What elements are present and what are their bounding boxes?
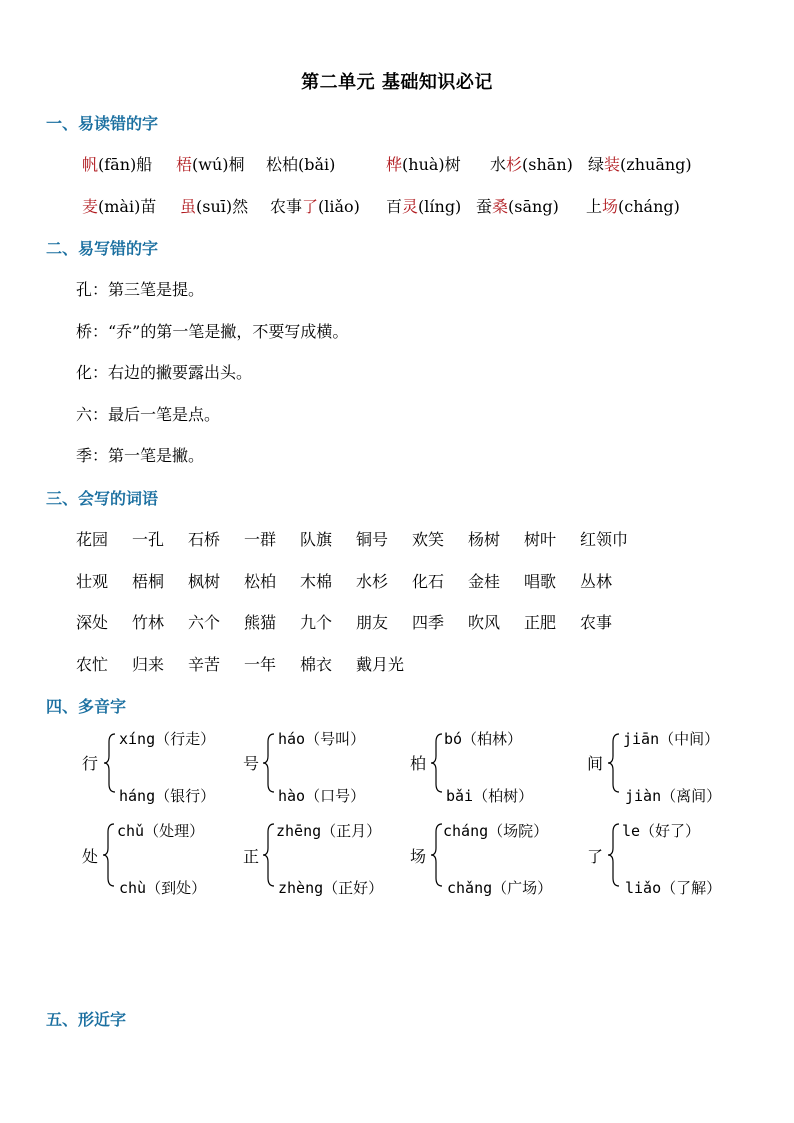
polyphone-char: 了 <box>587 847 604 866</box>
section-heading-2: 二、易写错的字 <box>46 239 159 258</box>
word-item: 松柏(bǎi) <box>266 155 336 174</box>
word: 归来 <box>132 655 165 674</box>
word: 一孔 <box>132 530 165 549</box>
polyphone-reading-bottom: chù（到处） <box>119 879 207 897</box>
polyphone-char: 正 <box>243 847 260 866</box>
word: 丛林 <box>580 572 613 591</box>
polyphone-reading-bottom: liǎo（了解） <box>625 879 722 897</box>
brace-icon <box>103 732 117 794</box>
polyphone-reading-top: chǔ（处理） <box>117 822 205 840</box>
word: 四季 <box>412 613 445 632</box>
brace-icon <box>262 822 276 888</box>
section-heading-1: 一、易读错的字 <box>46 114 159 133</box>
polyphone-reading-bottom: háng（银行） <box>119 787 216 805</box>
word: 壮观 <box>76 572 109 591</box>
word: 金桂 <box>468 572 501 591</box>
word: 杨树 <box>468 530 501 549</box>
word-row <box>76 652 412 675</box>
brace-icon <box>607 822 621 888</box>
word: 吹风 <box>468 613 501 632</box>
word-item: 帆(fān)船 <box>82 155 153 174</box>
word: 唱歌 <box>524 572 557 591</box>
stroke-note: 六：最后一笔是点。 <box>76 405 221 424</box>
polyphone-char: 行 <box>82 754 99 773</box>
polyphone-char: 间 <box>587 754 604 773</box>
brace-icon <box>607 732 621 794</box>
polyphone-reading-top: háo（号叫） <box>278 730 366 748</box>
word: 农事 <box>580 613 613 632</box>
polyphone-reading-top: bó（柏林） <box>444 730 523 748</box>
word: 花园 <box>76 530 109 549</box>
word-item: 绿装(zhuāng) <box>588 155 692 174</box>
word: 树叶 <box>524 530 557 549</box>
word: 棉衣 <box>300 655 333 674</box>
stroke-note: 季：第一笔是撇。 <box>76 446 205 465</box>
word: 朋友 <box>356 613 389 632</box>
word: 熊猫 <box>244 613 277 632</box>
word: 水杉 <box>356 572 389 591</box>
section-heading-5: 五、形近字 <box>46 1010 127 1029</box>
word-item: 农事了(liǎo) <box>270 197 360 216</box>
polyphone-reading-bottom: chǎng（广场） <box>447 879 553 897</box>
brace-icon <box>430 822 444 888</box>
word-row <box>76 610 636 633</box>
polyphone-char: 柏 <box>410 754 427 773</box>
polyphone-char: 号 <box>243 754 260 773</box>
brace-icon <box>430 732 444 794</box>
word: 铜号 <box>356 530 389 549</box>
polyphone-reading-bottom: jiàn（离间） <box>625 787 722 805</box>
polyphone-reading-top: cháng（场院） <box>443 822 549 840</box>
word: 深处 <box>76 613 109 632</box>
word: 队旗 <box>300 530 333 549</box>
polyphone-char: 处 <box>82 847 99 866</box>
page-title: 第二单元 基础知识必记 <box>301 72 493 93</box>
word: 农忙 <box>76 655 109 674</box>
word: 六个 <box>188 613 221 632</box>
word: 竹林 <box>132 613 165 632</box>
polyphone-reading-bottom: hào（口号） <box>278 787 366 805</box>
polyphone-reading-top: xíng（行走） <box>119 730 216 748</box>
word: 枫树 <box>188 572 221 591</box>
word-item: 桦(huà)树 <box>386 155 461 174</box>
polyphone-reading-top: le（好了） <box>622 822 701 840</box>
word-item: 虽(suī)然 <box>180 197 249 216</box>
word-row <box>76 527 636 550</box>
word-item: 梧(wú)桐 <box>176 155 245 174</box>
word-item: 上场(cháng) <box>586 197 680 216</box>
word: 化石 <box>412 572 445 591</box>
word-row <box>76 569 636 592</box>
word: 木棉 <box>300 572 333 591</box>
stroke-note: 桥：“乔”的第一笔是撇，不要写成横。 <box>76 322 349 341</box>
word: 梧桐 <box>132 572 165 591</box>
word: 石桥 <box>188 530 221 549</box>
polyphone-reading-top: jiān（中间） <box>623 730 720 748</box>
word: 欢笑 <box>412 530 445 549</box>
word: 九个 <box>300 613 333 632</box>
brace-icon <box>102 822 116 888</box>
word: 红领巾 <box>580 530 629 549</box>
section-heading-4: 四、多音字 <box>46 697 127 716</box>
stroke-note: 化：右边的撇要露出头。 <box>76 363 253 382</box>
polyphone-reading-bottom: bǎi（柏树） <box>446 787 534 805</box>
stroke-note: 孔：第三笔是提。 <box>76 280 205 299</box>
word-item: 水杉(shān) <box>490 155 573 174</box>
word: 辛苦 <box>188 655 221 674</box>
word-item: 百灵(líng) <box>386 197 462 216</box>
word: 松柏 <box>244 572 277 591</box>
section-heading-3: 三、会写的词语 <box>46 489 159 508</box>
brace-icon <box>262 732 276 794</box>
word-item: 蚕桑(sāng) <box>476 197 559 216</box>
word: 一年 <box>244 655 277 674</box>
word-item: 麦(mài)苗 <box>82 197 157 216</box>
polyphone-reading-top: zhēng（正月） <box>276 822 382 840</box>
polyphone-char: 场 <box>410 847 427 866</box>
word: 戴月光 <box>356 655 405 674</box>
polyphone-reading-bottom: zhèng（正好） <box>278 879 384 897</box>
word: 正肥 <box>524 613 557 632</box>
word: 一群 <box>244 530 277 549</box>
